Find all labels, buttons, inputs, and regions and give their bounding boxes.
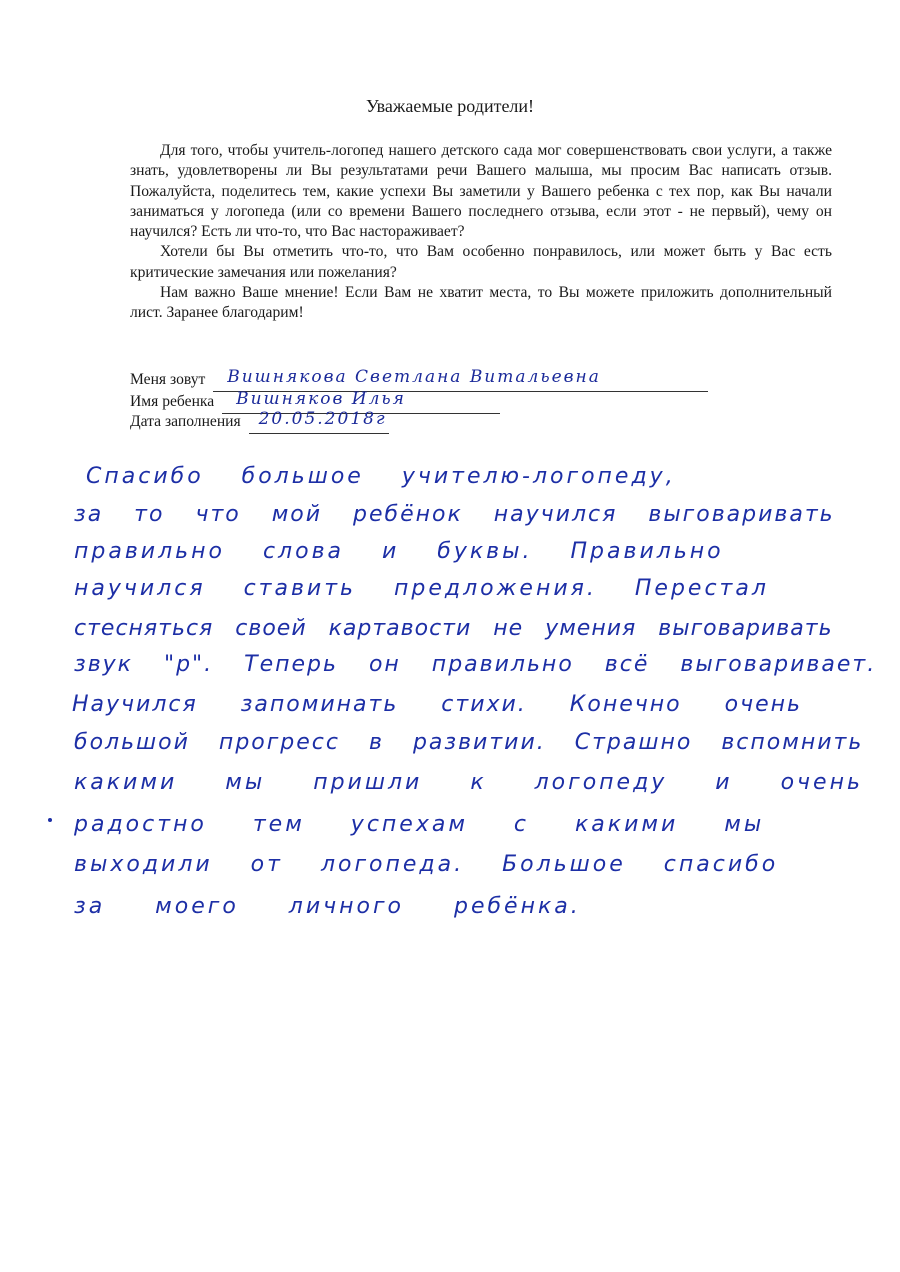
ink-dot — [48, 818, 52, 822]
intro-text — [130, 141, 832, 324]
review-line: правильно слова и буквы. Правильно — [74, 539, 724, 564]
review-line: выходили от логопеда. Большое спасибо — [74, 852, 779, 877]
intro-paragraph-3: Нам важно Ваше мнение! Если Вам не хватит места, то Вы можете приложить дополнительный лист. Заранее благодарим! — [130, 284, 832, 322]
name-field-row — [130, 368, 708, 392]
intro-paragraph-2: Хотели бы Вы отметить что-то, что Вам особенно понравилось, или может быть у Вас есть критические замечания или пожелания? — [130, 243, 832, 281]
child-label: Имя ребенка — [130, 393, 215, 410]
page-title: Уважаемые родители! — [365, 96, 535, 116]
review-line: за моего личного ребёнка. — [74, 894, 581, 919]
intro-paragraph-1: Для того, чтобы учитель-логопед нашего детского сада мог совершенствовать свои услуги, а также знать, удовлетворены ли Вы результатами речи Вашего малыша, мы просим Вас написать отзыв. Пожалуйста, поделитесь тем, какие успехи Вы заметили у Вашего ребенка с тех пор, как Вы начали заниматься у логопеда (или со времени Вашего последнего отзыва, если этот - не первый), чему он научился? Есть ли что-то, что Вас настораживает? — [130, 142, 832, 241]
name-value: Вишнякова Светлана Витальевна — [227, 367, 601, 387]
name-label: Меня зовут — [130, 371, 206, 388]
review-line: какими мы пришли к логопеду и очень — [74, 770, 863, 795]
review-line: радостно тем успехам с какими мы — [74, 812, 765, 837]
review-line: стесняться своей картавости не умения выговаривать — [74, 616, 833, 641]
date-value: 20.05.2018г — [258, 409, 387, 429]
review-line: за то что мой ребёнок научился выговаривать — [74, 502, 835, 527]
child-name-value: Вишняков Илья — [236, 389, 406, 409]
date-field-row — [130, 410, 389, 434]
date-field[interactable] — [249, 411, 389, 434]
review-line: большой прогресс в развитии. Страшно вспомнить — [74, 730, 864, 755]
review-line: научился ставить предложения. Перестал — [74, 576, 769, 601]
review-line: Спасибо большое учителю-логопеду, — [86, 464, 676, 489]
date-label: Дата заполнения — [130, 413, 241, 430]
review-line: Научился запоминать стихи. Конечно очень — [72, 692, 802, 717]
review-line: звук "р". Теперь он правильно всё выговаривает. — [74, 652, 877, 677]
